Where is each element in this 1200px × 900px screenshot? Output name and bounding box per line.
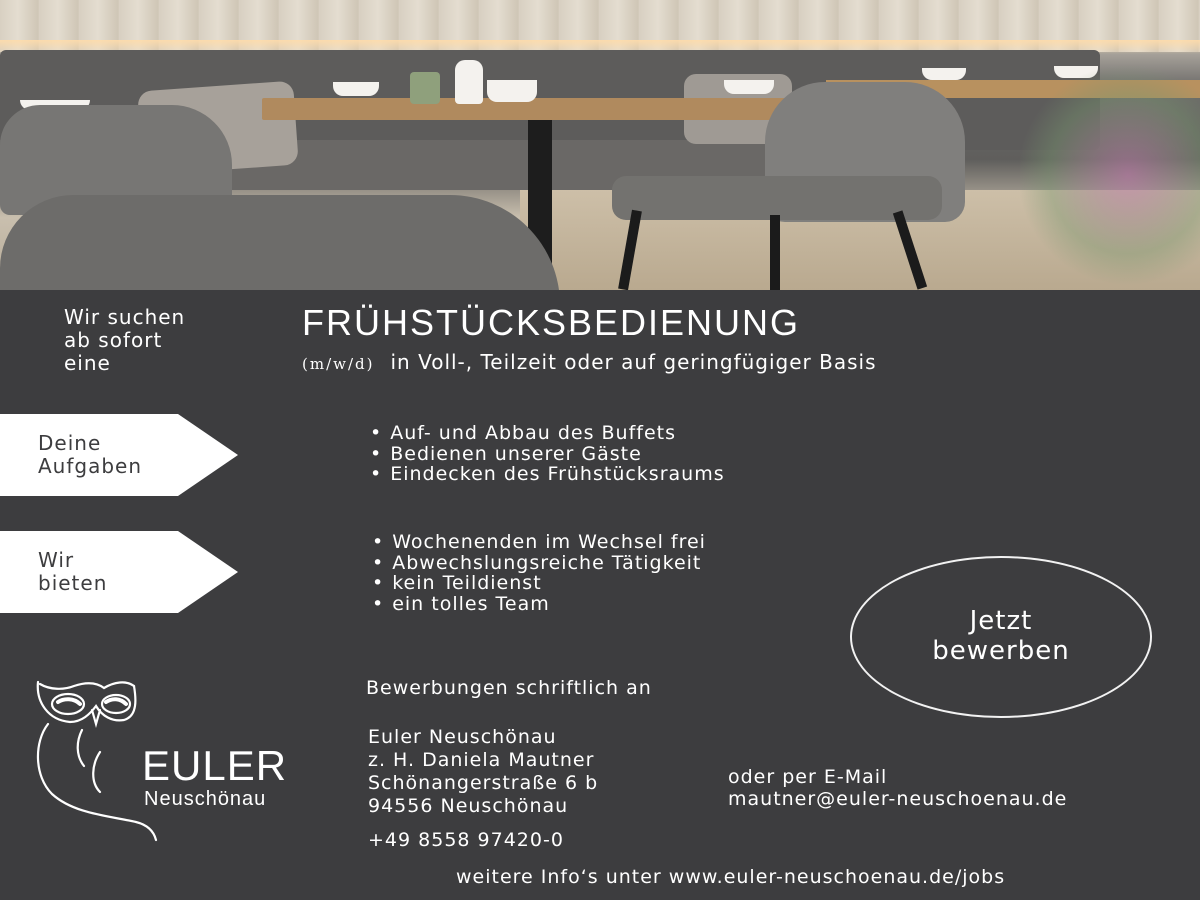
tasks-list [370, 423, 725, 485]
offer-label-tag: Wir bieten [0, 531, 240, 613]
cup [922, 68, 966, 80]
milk-jug [455, 60, 483, 104]
employment-type: in Voll-, Teilzeit oder auf geringfügiger Basis [390, 350, 877, 374]
gender-note: (m/w/d) [302, 355, 375, 373]
logo-place: Neuschönau [144, 788, 267, 810]
apply-now-button[interactable]: Jetzt bewerben [850, 556, 1152, 718]
chair [0, 195, 560, 290]
job-title: FRÜHSTÜCKSBEDIENUNG [302, 302, 801, 343]
list-item: • Bedienen unserer Gäste [370, 444, 725, 465]
list-item: • Abwechslungsreiche Tätigkeit [372, 553, 706, 574]
cup [724, 80, 774, 94]
offer-list [372, 532, 706, 614]
list-item: • Wochenenden im Wechsel frei [372, 532, 706, 553]
phone-number[interactable]: +49 8558 97420-0 [368, 829, 564, 851]
tasks-label-tag: Deine Aufgaben [0, 414, 240, 496]
bowl [487, 80, 537, 102]
list-item: • ein tolles Team [372, 594, 706, 615]
postal-address: Euler Neuschönau z. H. Daniela Mautner Schönangerstraße 6 b 94556 Neuschönau [368, 726, 599, 817]
cup [333, 82, 379, 96]
header-photo [0, 0, 1200, 290]
logo-name: EULER [142, 742, 288, 789]
euler-logo [30, 672, 330, 852]
email-link[interactable]: mautner@euler-neuschoenau.de [728, 788, 1068, 810]
list-item: • kein Teildienst [372, 573, 706, 594]
flower-vase [410, 72, 440, 104]
list-item: • Eindecken des Frühstücksraums [370, 464, 725, 485]
email-label: oder per E-Mail [728, 766, 888, 788]
job-subtitle [302, 350, 877, 374]
flowers [1020, 60, 1200, 290]
application-heading: Bewerbungen schriftlich an [366, 677, 652, 699]
table [262, 98, 817, 120]
email-block [728, 766, 1067, 810]
intro-text: Wir suchen ab sofort eine [64, 305, 186, 375]
arrow-tag-shape [0, 531, 240, 613]
footer-info-link[interactable]: weitere Info‘s unter www.euler-neuschoenau.de/jobs [456, 866, 1006, 888]
list-item: • Auf- und Abbau des Buffets [370, 423, 725, 444]
